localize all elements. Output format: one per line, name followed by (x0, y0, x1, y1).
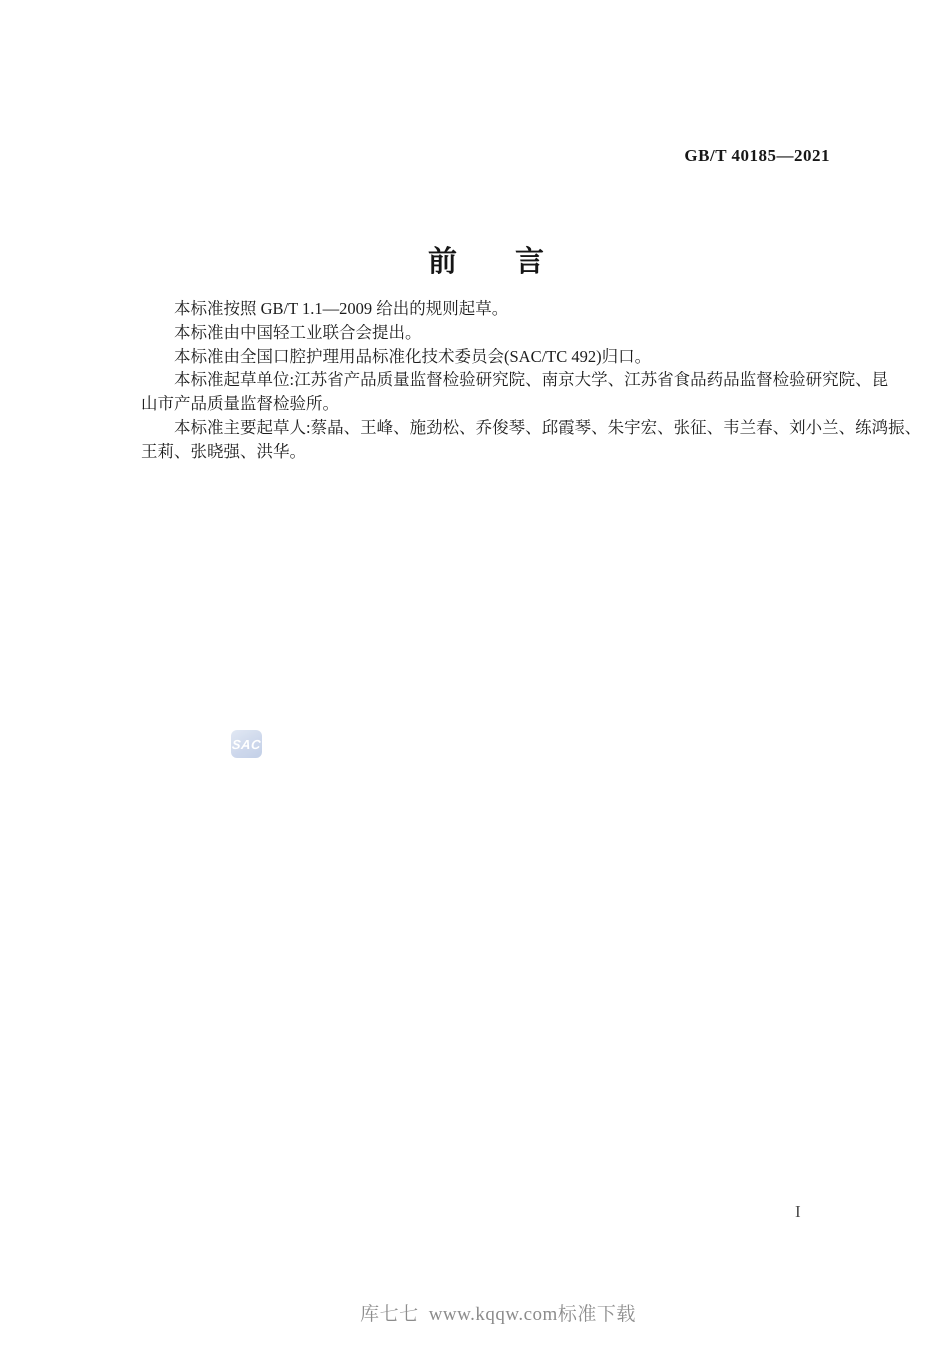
document-code: GB/T 40185—2021 (684, 146, 830, 165)
foreword-line: 本标准由全国口腔护理用品标准化技术委员会(SAC/TC 492)归口。 (174, 346, 652, 366)
foreword-text-block (141, 297, 922, 464)
foreword-line: 本标准起草单位:江苏省产品质量监督检验研究院、南京大学、江苏省食品药品监督检验研究院、昆 (174, 370, 889, 390)
footer-download-text: www.kqqw.com标准下载 (428, 1304, 636, 1325)
foreword-line: 王莉、张晓强、洪华。 (141, 441, 306, 461)
foreword-line: 本标准按照 GB/T 1.1—2009 给出的规则起草。 (174, 299, 509, 318)
download-site-footer (0, 1299, 950, 1326)
foreword-line: 本标准主要起草人:蔡晶、王峰、施劲松、乔俊琴、邱霞琴、朱宇宏、张征、韦兰春、刘小兰、练鸿振、 (174, 417, 922, 437)
sac-logo-watermark-icon (231, 730, 262, 758)
sac-logo-label: SAC (231, 736, 262, 752)
foreword-line: 本标准由中国轻工业联合会提出。 (174, 322, 422, 342)
foreword-line: 山市产品质量监督检验所。 (141, 394, 339, 414)
page-number: I (795, 1202, 801, 1221)
page-title: 前 言 (427, 246, 544, 279)
footer-site-name: 库七七 (360, 1304, 419, 1325)
